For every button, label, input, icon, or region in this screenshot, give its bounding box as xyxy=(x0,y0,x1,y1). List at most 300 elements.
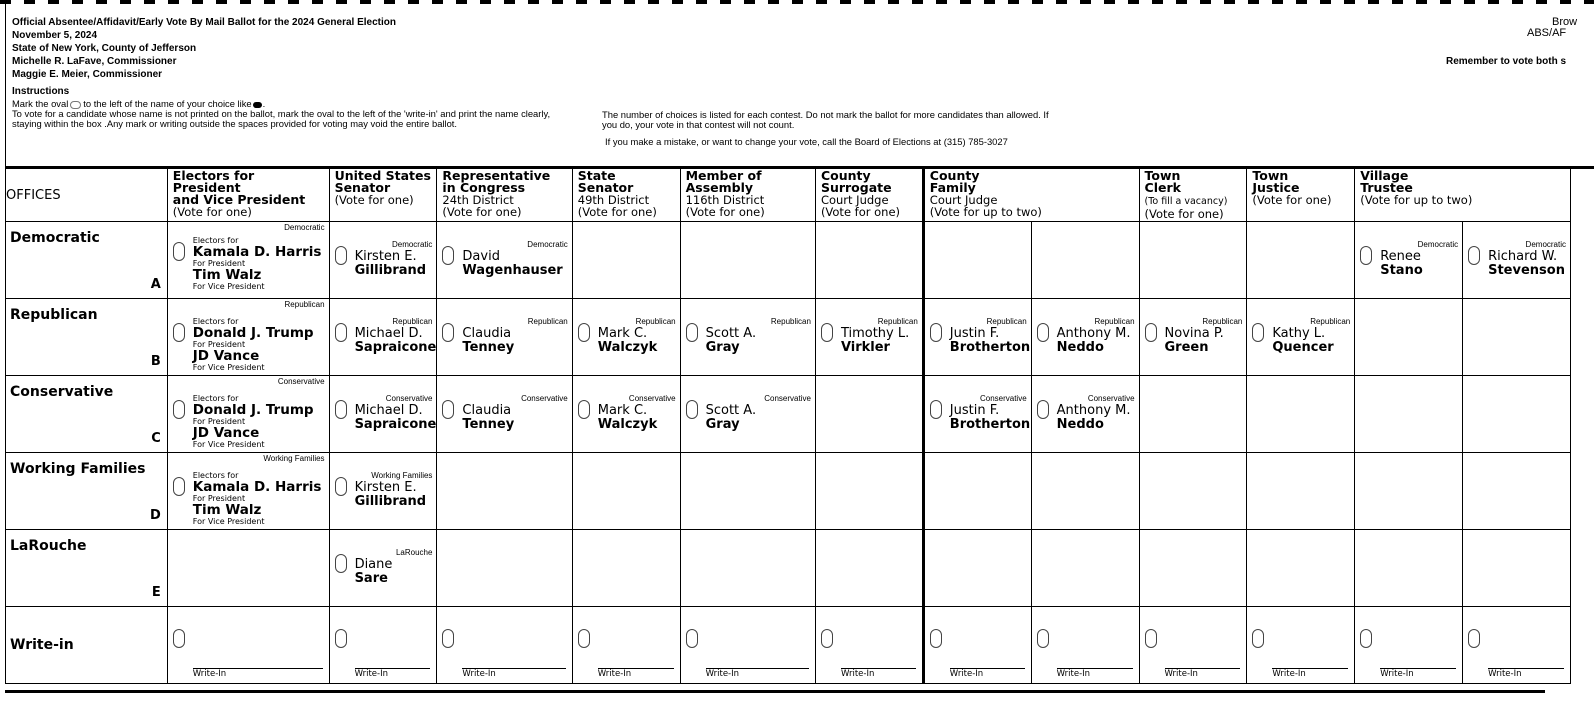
empty-cell xyxy=(923,530,1031,607)
candidate-first: Michael D. xyxy=(354,326,423,341)
write-in-line[interactable] xyxy=(355,668,431,679)
candidate-last: Virkler xyxy=(840,340,890,355)
candidate-last: Stano xyxy=(1380,263,1423,278)
instructions-choices: The number of choices is listed for each contest. Do not mark the ballot for more candidates than allowed. If you do, your vote in that contest will not count. xyxy=(602,109,1049,130)
empty-cell xyxy=(1247,376,1355,453)
vote-oval[interactable] xyxy=(578,323,590,342)
candidate-first: Justin F. xyxy=(949,403,1000,418)
instructions-heading: Instructions xyxy=(12,86,70,97)
office-district: 49th District xyxy=(577,193,650,207)
for-vp-label: For Vice President xyxy=(192,517,265,526)
empty-cell xyxy=(1139,530,1247,607)
vote-oval[interactable] xyxy=(442,629,454,648)
ballot-title: Official Absentee/Affidavit/Early Vote By Mail Ballot for the 2024 General Election xyxy=(12,17,396,28)
vote-oval[interactable] xyxy=(1468,246,1480,265)
write-in-line[interactable] xyxy=(1057,668,1133,679)
vote-oval[interactable] xyxy=(821,323,833,342)
vote-count: (Vote for one) xyxy=(685,205,765,219)
candidate-last: Gillibrand xyxy=(354,494,427,509)
vote-oval[interactable] xyxy=(442,246,454,265)
write-in-cell[interactable] xyxy=(923,607,1031,684)
instructions-text: to the left of the name of your choice like xyxy=(83,98,252,109)
for-president-label: For President xyxy=(192,494,246,503)
empty-cell xyxy=(1031,222,1139,299)
vote-oval[interactable] xyxy=(1037,629,1049,648)
party-row-democratic xyxy=(6,222,1571,299)
ballot-style-line-1: Brow xyxy=(1552,16,1578,28)
office-title: Senator xyxy=(334,180,391,195)
candidate-name xyxy=(598,404,658,432)
candidate-name xyxy=(355,481,427,509)
vote-oval[interactable] xyxy=(335,400,347,419)
row-letter: D xyxy=(149,508,161,523)
candidate-name xyxy=(1057,404,1131,432)
vote-oval[interactable] xyxy=(1037,323,1049,342)
vice-president-name: Tim Walz xyxy=(192,502,262,518)
candidate-cell[interactable] xyxy=(1031,376,1139,453)
party-tag: Conservative xyxy=(979,394,1027,403)
candidate-last: Brotherton xyxy=(949,340,1031,355)
office-district: 24th District xyxy=(442,193,514,207)
candidate-cell[interactable] xyxy=(437,222,572,299)
candidate-cell[interactable] xyxy=(167,299,329,376)
write-in-label: Write-In xyxy=(597,669,632,679)
empty-cell xyxy=(1463,299,1571,376)
party-tag: Conservative xyxy=(277,377,325,386)
office-title: Member of xyxy=(685,168,762,183)
office-title: Assembly xyxy=(685,180,754,195)
write-in-cell[interactable] xyxy=(437,607,572,684)
party-tag: Republican xyxy=(284,300,325,309)
candidate-first: Claudia xyxy=(462,403,512,418)
party-label xyxy=(6,376,168,453)
vote-oval[interactable] xyxy=(1037,400,1049,419)
vote-count: (Vote for one) xyxy=(820,205,901,219)
candidate-cell[interactable] xyxy=(1031,299,1139,376)
candidate-last: Stevenson xyxy=(1488,263,1565,278)
empty-cell xyxy=(815,376,923,453)
office-court: Court Judge xyxy=(820,193,889,207)
party-name: LaRouche xyxy=(10,538,87,554)
office-assembly xyxy=(680,169,815,222)
candidate-first: Scott A. xyxy=(705,403,757,418)
office-title: Town xyxy=(1252,168,1289,183)
candidate-last: Gray xyxy=(705,417,740,432)
president-name: Kamala D. Harris xyxy=(192,244,322,260)
vote-count: (Vote for one) xyxy=(1252,193,1332,207)
write-in-line[interactable] xyxy=(1165,668,1241,679)
party-tag: Republican xyxy=(392,317,433,326)
candidate-name xyxy=(462,327,514,355)
row-letter: A xyxy=(150,277,161,292)
vote-oval[interactable] xyxy=(335,629,347,648)
vote-oval[interactable] xyxy=(930,400,942,419)
office-title: Justice xyxy=(1252,180,1300,195)
write-in-line[interactable] xyxy=(193,668,323,679)
vote-count: (Vote for one) xyxy=(442,205,522,219)
write-in-cell[interactable] xyxy=(1031,607,1139,684)
candidate-name xyxy=(1488,250,1565,278)
ballot-style-code xyxy=(1527,16,1578,40)
empty-cell xyxy=(1139,376,1247,453)
offices-label: OFFICES xyxy=(6,169,168,222)
grid-bottom-border xyxy=(5,690,1545,693)
candidate-last: Quencer xyxy=(1272,340,1334,355)
write-in-label: Write-In xyxy=(949,669,984,679)
vote-oval[interactable] xyxy=(335,323,347,342)
office-title: United States xyxy=(334,168,431,183)
office-us-senator xyxy=(329,169,437,222)
write-in-line[interactable] xyxy=(1488,668,1564,679)
vote-oval[interactable] xyxy=(1252,323,1264,342)
write-in-line[interactable] xyxy=(1272,668,1348,679)
instructions-mistake: If you make a mistake, or want to change your vote, call the Board of Elections at (315) 785-3027 xyxy=(605,136,1008,147)
candidate-cell[interactable] xyxy=(1463,222,1571,299)
ticket xyxy=(193,236,322,291)
write-in-line[interactable] xyxy=(462,668,565,679)
candidate-first: Scott A. xyxy=(705,326,757,341)
party-name: Conservative xyxy=(10,384,114,400)
candidate-last: Tenney xyxy=(462,340,515,355)
party-tag: Republican xyxy=(1310,317,1351,326)
party-label xyxy=(6,530,168,607)
empty-cell xyxy=(815,453,923,530)
vote-oval[interactable] xyxy=(335,554,347,573)
empty-cell xyxy=(923,222,1031,299)
candidate-last: Sare xyxy=(354,571,388,586)
commissioner-2: Maggie E. Meier, Commissioner xyxy=(12,69,163,80)
party-tag: Democratic xyxy=(1525,240,1566,249)
party-tag: LaRouche xyxy=(395,548,433,557)
party-tag: Republican xyxy=(1094,317,1135,326)
candidate-cell[interactable] xyxy=(329,222,437,299)
vice-president-name: Tim Walz xyxy=(192,267,262,283)
office-title: County xyxy=(929,168,980,183)
vote-count: (Vote for one) xyxy=(1144,207,1224,221)
offices-row xyxy=(6,169,1571,222)
ballot-style-line-2: ABS/AF xyxy=(1527,27,1567,39)
empty-cell xyxy=(680,530,815,607)
reminder-text: Remember to vote both s xyxy=(1446,56,1567,67)
commissioner-1: Michelle R. LaFave, Commissioner xyxy=(12,56,177,67)
party-row-working-families xyxy=(6,453,1571,530)
party-row-conservative xyxy=(6,376,1571,453)
empty-cell xyxy=(437,530,572,607)
candidate-last: Walczyk xyxy=(597,417,658,432)
empty-cell xyxy=(572,453,680,530)
vote-oval[interactable] xyxy=(173,477,185,496)
ballot-location: State of New York, County of Jefferson xyxy=(12,43,197,54)
candidate-first: David xyxy=(462,249,500,264)
empty-cell xyxy=(1355,299,1463,376)
vote-oval[interactable] xyxy=(1252,629,1264,648)
write-in-cell[interactable] xyxy=(680,607,815,684)
write-in-label: Write-In xyxy=(705,669,740,679)
vote-oval[interactable] xyxy=(173,323,185,342)
vote-oval[interactable] xyxy=(173,629,185,648)
filled-oval-icon xyxy=(253,102,262,108)
candidate-first: Timothy L. xyxy=(840,326,910,341)
office-title: Clerk xyxy=(1144,180,1181,195)
empty-cell xyxy=(923,453,1031,530)
candidate-first: Mark C. xyxy=(597,326,648,341)
party-tag: Republican xyxy=(770,317,811,326)
empty-cell xyxy=(1247,530,1355,607)
write-in-line[interactable] xyxy=(1380,668,1456,679)
candidate-last: Green xyxy=(1164,340,1209,355)
office-family-court xyxy=(923,169,1139,222)
candidate-cell[interactable] xyxy=(1139,299,1247,376)
party-label xyxy=(6,222,168,299)
office-court: Court Judge xyxy=(929,193,998,207)
vote-oval[interactable] xyxy=(442,400,454,419)
row-letter: B xyxy=(150,354,161,369)
write-in-cell[interactable] xyxy=(329,607,437,684)
party-tag: Republican xyxy=(1202,317,1243,326)
office-village-trustee xyxy=(1355,169,1571,222)
party-tag: Republican xyxy=(635,317,676,326)
candidate-name xyxy=(462,404,514,432)
candidate-name xyxy=(950,327,1030,355)
office-district: 116th District xyxy=(685,193,765,207)
empty-cell xyxy=(680,453,815,530)
vote-count: (Vote for up to two) xyxy=(1360,193,1473,207)
write-in-cell[interactable] xyxy=(572,607,680,684)
write-in-label: Write-In xyxy=(1164,669,1198,679)
office-note: (To fill a vacancy) xyxy=(1144,196,1228,207)
candidate-cell[interactable] xyxy=(923,376,1031,453)
ballot-header xyxy=(12,16,396,81)
party-tag: Democratic xyxy=(284,223,325,232)
empty-cell xyxy=(437,453,572,530)
write-in-label: Write-In xyxy=(1380,669,1414,679)
write-in-cell[interactable] xyxy=(815,607,923,684)
vote-oval[interactable] xyxy=(1360,246,1372,265)
candidate-cell[interactable] xyxy=(167,376,329,453)
office-title: Family xyxy=(929,180,976,195)
party-tag: Democratic xyxy=(527,240,568,249)
instructions-line-2: To vote for a candidate whose name is not printed on the ballot, mark the oval to the left of the 'write-in' and print the name clearly, staying within the box .Any mark or writing outside the spaces provided for voting may void the entire ballot. xyxy=(12,108,551,129)
ticket xyxy=(193,394,314,449)
party-row-larouche xyxy=(6,530,1571,607)
office-town-clerk xyxy=(1139,169,1247,222)
instructions-line-1: Mark the oval to the left of the name of your choice like . xyxy=(12,98,266,109)
write-in-line[interactable] xyxy=(950,668,1025,679)
candidate-name xyxy=(1057,327,1131,355)
candidate-cell[interactable] xyxy=(680,376,815,453)
party-row-write-in xyxy=(6,607,1571,684)
party-tag: Democratic xyxy=(391,240,433,249)
candidate-cell[interactable] xyxy=(1247,299,1355,376)
vote-oval[interactable] xyxy=(578,629,590,648)
write-in-cell[interactable] xyxy=(1247,607,1355,684)
candidate-first: Michael D. xyxy=(354,403,423,418)
ballot-edge-dashes xyxy=(0,0,1594,4)
candidate-cell[interactable] xyxy=(329,530,437,607)
candidate-first: Diane xyxy=(354,557,393,572)
candidate-cell[interactable] xyxy=(1355,222,1463,299)
vote-oval[interactable] xyxy=(1145,323,1157,342)
party-tag: Working Families xyxy=(263,454,325,463)
party-tag: Conservative xyxy=(1087,394,1135,403)
empty-cell xyxy=(680,222,815,299)
vote-oval[interactable] xyxy=(1145,629,1157,648)
empty-cell xyxy=(1355,453,1463,530)
candidate-name xyxy=(355,404,437,432)
candidate-last: Gray xyxy=(705,340,740,355)
candidate-name xyxy=(706,404,756,432)
candidate-cell[interactable] xyxy=(680,299,815,376)
vote-count: (Vote for one) xyxy=(334,193,414,207)
vote-oval[interactable] xyxy=(578,400,590,419)
empty-cell xyxy=(1139,453,1247,530)
candidate-last: Sapraicone xyxy=(354,417,437,432)
candidate-cell[interactable] xyxy=(815,299,923,376)
candidate-cell[interactable] xyxy=(572,376,680,453)
write-in-cell[interactable] xyxy=(167,607,329,684)
candidate-cell[interactable] xyxy=(572,299,680,376)
party-tag: Conservative xyxy=(764,394,811,403)
vote-count: (Vote for one) xyxy=(172,205,252,219)
write-in-label: Write-In xyxy=(1056,669,1091,679)
candidate-first: Mark C. xyxy=(597,403,648,418)
candidate-name xyxy=(706,327,756,355)
party-name: Write-in xyxy=(10,637,74,653)
candidate-name xyxy=(355,558,393,586)
candidate-cell[interactable] xyxy=(329,299,437,376)
write-in-line[interactable] xyxy=(598,668,674,679)
electors-label: Electors for xyxy=(192,236,239,245)
for-president-label: For President xyxy=(192,340,246,349)
party-tag: Conservative xyxy=(521,394,568,403)
candidate-last: Gillibrand xyxy=(354,263,427,278)
office-title: Electors for President xyxy=(172,168,255,195)
candidate-cell[interactable] xyxy=(329,453,437,530)
candidate-last: Wagenhauser xyxy=(462,263,563,278)
vote-oval[interactable] xyxy=(1360,629,1372,648)
candidate-name xyxy=(841,327,909,355)
candidate-first: Renee xyxy=(1380,249,1421,264)
office-title: Senator xyxy=(577,180,634,195)
instructions-text: Mark the oval xyxy=(12,98,69,109)
empty-cell xyxy=(572,530,680,607)
write-in-label: Write-In xyxy=(1488,669,1522,679)
empty-cell xyxy=(1355,376,1463,453)
candidate-cell[interactable] xyxy=(437,299,572,376)
vice-president-name: JD Vance xyxy=(192,425,260,441)
president-name: Kamala D. Harris xyxy=(192,479,322,495)
candidate-cell[interactable] xyxy=(167,453,329,530)
header-border xyxy=(5,4,6,167)
candidate-last: Neddo xyxy=(1056,340,1104,355)
write-in-cell[interactable] xyxy=(1139,607,1247,684)
for-vp-label: For Vice President xyxy=(192,282,265,291)
candidate-name xyxy=(462,250,562,278)
candidate-name xyxy=(1380,250,1423,278)
party-tag: Working Families xyxy=(371,471,433,480)
ticket xyxy=(193,317,314,372)
office-state-senator xyxy=(572,169,680,222)
vote-oval[interactable] xyxy=(930,629,942,648)
candidate-name xyxy=(1165,327,1224,355)
write-in-label: Write-In xyxy=(840,669,875,679)
office-surrogate xyxy=(815,169,923,222)
candidate-first: Anthony M. xyxy=(1056,326,1131,341)
vote-oval[interactable] xyxy=(173,400,185,419)
electors-label: Electors for xyxy=(192,471,239,480)
empty-cell xyxy=(1247,453,1355,530)
candidate-name xyxy=(1272,327,1333,355)
empty-cell xyxy=(572,222,680,299)
vote-oval[interactable] xyxy=(821,629,833,648)
write-in-label: Write-In xyxy=(1272,669,1306,679)
electors-label: Electors for xyxy=(192,317,239,326)
vote-oval[interactable] xyxy=(686,629,698,648)
office-congress xyxy=(437,169,572,222)
vote-oval[interactable] xyxy=(686,400,698,419)
candidate-name xyxy=(355,250,427,278)
party-row-republican xyxy=(6,299,1571,376)
party-tag: Republican xyxy=(877,317,918,326)
candidate-first: Kirsten E. xyxy=(354,480,417,495)
office-title: Representative xyxy=(442,168,551,183)
candidate-name xyxy=(598,327,658,355)
empty-cell xyxy=(815,530,923,607)
candidate-cell[interactable] xyxy=(329,376,437,453)
party-label xyxy=(6,453,168,530)
vote-oval[interactable] xyxy=(173,242,185,261)
vote-oval[interactable] xyxy=(335,477,347,496)
vote-oval[interactable] xyxy=(335,246,347,265)
write-in-cell[interactable] xyxy=(1355,607,1463,684)
empty-cell xyxy=(1463,530,1571,607)
vote-oval[interactable] xyxy=(686,323,698,342)
office-title: State xyxy=(577,168,616,183)
candidate-cell[interactable] xyxy=(437,376,572,453)
party-tag: Republican xyxy=(986,317,1027,326)
party-name: Working Families xyxy=(10,461,146,477)
candidate-cell[interactable] xyxy=(167,222,329,299)
write-in-cell[interactable] xyxy=(1463,607,1571,684)
office-title: in Congress xyxy=(442,180,526,195)
candidate-last: Walczyk xyxy=(597,340,658,355)
empty-cell xyxy=(1355,530,1463,607)
vote-oval[interactable] xyxy=(930,323,942,342)
party-name: Democratic xyxy=(10,230,100,246)
candidate-last: Brotherton xyxy=(949,417,1031,432)
candidate-last: Neddo xyxy=(1056,417,1104,432)
candidate-first: Anthony M. xyxy=(1056,403,1131,418)
vote-count: (Vote for up to two) xyxy=(929,205,1042,219)
row-letter: C xyxy=(151,431,161,446)
candidate-first: Novina P. xyxy=(1164,326,1224,341)
empty-cell xyxy=(1031,453,1139,530)
office-title: Trustee xyxy=(1360,180,1413,195)
office-president xyxy=(167,169,329,222)
vote-oval[interactable] xyxy=(1468,629,1480,648)
candidate-cell[interactable] xyxy=(923,299,1031,376)
vote-oval[interactable] xyxy=(442,323,454,342)
office-title: County xyxy=(820,168,871,183)
office-title: Town xyxy=(1144,168,1181,183)
write-in-line[interactable] xyxy=(841,668,916,679)
for-vp-label: For Vice President xyxy=(192,363,265,372)
write-in-line[interactable] xyxy=(706,668,809,679)
party-tag: Democratic xyxy=(1417,240,1459,249)
party-label xyxy=(6,607,168,684)
empty-cell xyxy=(1463,376,1571,453)
candidate-name xyxy=(950,404,1030,432)
